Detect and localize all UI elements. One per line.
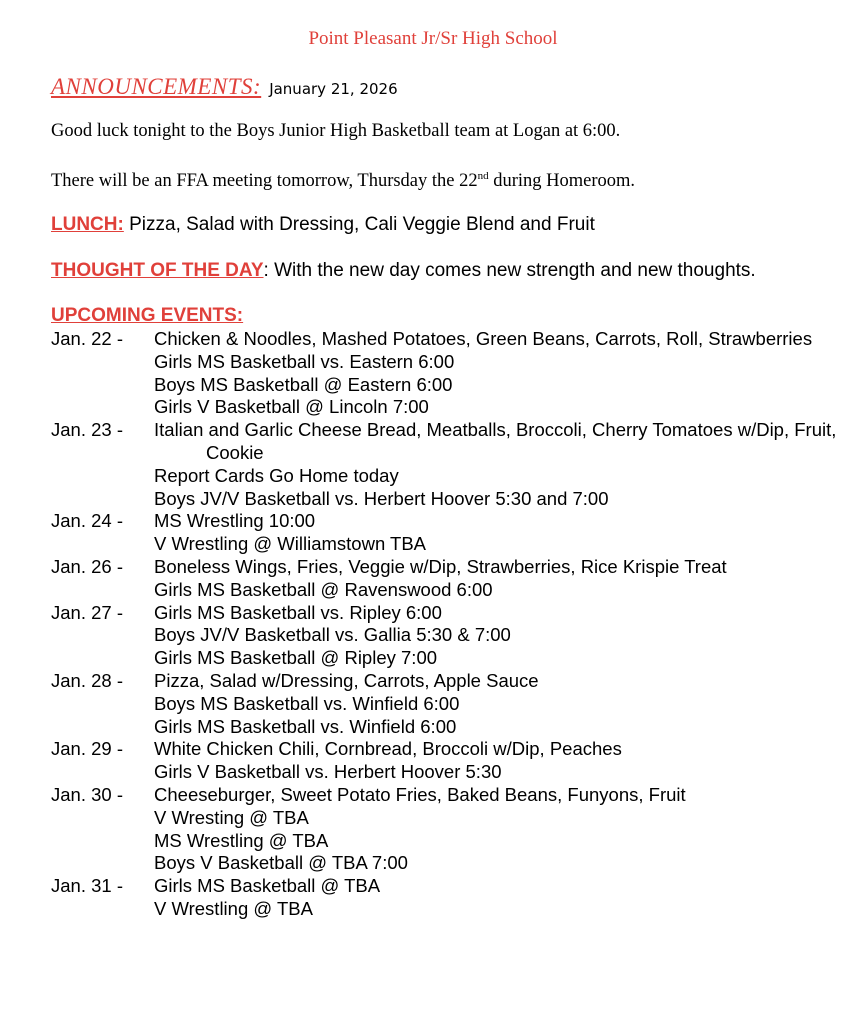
event-date: Jan. 23 -	[51, 419, 123, 441]
event-item: V Wrestling @ TBA	[154, 897, 313, 919]
event-date: Jan. 26 -	[51, 555, 123, 577]
event-group	[51, 738, 841, 784]
event-item: Boys MS Basketball vs. Winfield 6:00	[154, 692, 460, 714]
ffa-note	[51, 170, 635, 192]
event-item: Cheeseburger, Sweet Potato Fries, Baked Beans, Funyons, Fruit	[154, 783, 686, 805]
event-item: Report Cards Go Home today	[154, 464, 399, 486]
event-item: Girls MS Basketball @ TBA	[154, 875, 381, 897]
basketball-note: Good luck tonight to the Boys Junior High Basketball team at Logan at 6:00.	[51, 121, 621, 141]
ffa-note-tail: during Homeroom.	[488, 171, 636, 192]
event-item: Boys JV/V Basketball vs. Gallia 5:30 & 7:00	[154, 624, 511, 646]
event-group	[51, 602, 841, 670]
lunch-text: Pizza, Salad with Dressing, Cali Veggie Blend and Fruit	[123, 214, 595, 235]
lunch-line	[51, 214, 595, 236]
event-group	[51, 784, 841, 875]
event-item: MS Wrestling 10:00	[154, 510, 316, 532]
event-item: Girls MS Basketball @ Ravenswood 6:00	[154, 578, 493, 600]
event-group	[51, 510, 841, 556]
event-item: Chicken & Noodles, Mashed Potatoes, Green Beans, Carrots, Roll, Strawberries	[154, 328, 813, 349]
event-items	[154, 784, 841, 875]
event-item: Girls MS Basketball vs. Ripley 6:00	[154, 601, 442, 623]
event-item: Boys MS Basketball @ Eastern 6:00	[154, 373, 453, 395]
event-group	[51, 670, 841, 738]
event-item: Girls MS Basketball @ Ripley 7:00	[154, 647, 438, 669]
event-item: MS Wrestling @ TBA	[154, 829, 329, 851]
event-item: Boneless Wings, Fries, Veggie w/Dip, Strawberries, Rice Krispie Treat	[154, 555, 727, 577]
events-list	[51, 328, 841, 921]
thought-line	[51, 260, 756, 282]
event-date: Jan. 28 -	[51, 669, 123, 691]
event-date: Jan. 30 -	[51, 783, 123, 805]
thought-label: THOUGHT OF THE DAY	[51, 260, 264, 281]
event-group	[51, 556, 841, 602]
ffa-note-text: There will be an FFA meeting tomorrow, Thursday the 22	[51, 171, 478, 192]
event-items	[154, 875, 841, 921]
event-item: White Chicken Chili, Cornbread, Broccoli w/Dip, Peaches	[154, 738, 622, 760]
events-heading: UPCOMING EVENTS:	[51, 305, 244, 326]
event-items	[154, 670, 841, 738]
ffa-note-superscript: nd	[477, 170, 489, 182]
event-items	[154, 602, 841, 670]
lunch-label: LUNCH:	[51, 214, 124, 235]
event-items	[154, 556, 841, 602]
event-date: Jan. 27 -	[51, 601, 123, 623]
event-item: Girls V Basketball @ Lincoln 7:00	[154, 396, 429, 418]
event-item: V Wrestling @ Williamstown TBA	[154, 533, 427, 555]
event-item: Girls MS Basketball vs. Winfield 6:00	[154, 715, 457, 737]
event-item: Italian and Garlic Cheese Bread, Meatballs, Broccoli, Cherry Tomatoes w/Dip, Fruit, Cookie	[154, 419, 837, 463]
event-date: Jan. 24 -	[51, 510, 123, 532]
event-item: Boys JV/V Basketball vs. Herbert Hoover 5:30 and 7:00	[154, 487, 609, 509]
event-items	[154, 419, 841, 510]
event-item: Pizza, Salad w/Dressing, Carrots, Apple Sauce	[154, 669, 539, 691]
event-items	[154, 510, 841, 556]
event-item: Boys V Basketball @ TBA 7:00	[154, 852, 408, 874]
event-item: Girls V Basketball vs. Herbert Hoover 5:30	[154, 761, 502, 783]
event-group	[51, 419, 841, 510]
event-date: Jan. 31 -	[51, 875, 123, 897]
announcement-date: January 21, 2026	[269, 80, 398, 98]
thought-text: : With the new day comes new strength and new thoughts.	[263, 260, 756, 281]
event-date: Jan. 22 -	[51, 328, 123, 349]
school-title: Point Pleasant Jr/Sr High School	[308, 28, 558, 49]
event-item: V Wresting @ TBA	[154, 806, 309, 828]
announcements-header	[51, 74, 398, 100]
event-items	[154, 738, 841, 784]
announcements-label: ANNOUNCEMENTS:	[51, 74, 262, 99]
event-date: Jan. 29 -	[51, 738, 123, 760]
event-item: Girls MS Basketball vs. Eastern 6:00	[154, 350, 455, 372]
event-group	[51, 328, 841, 419]
event-items	[154, 328, 841, 419]
event-group	[51, 875, 841, 921]
